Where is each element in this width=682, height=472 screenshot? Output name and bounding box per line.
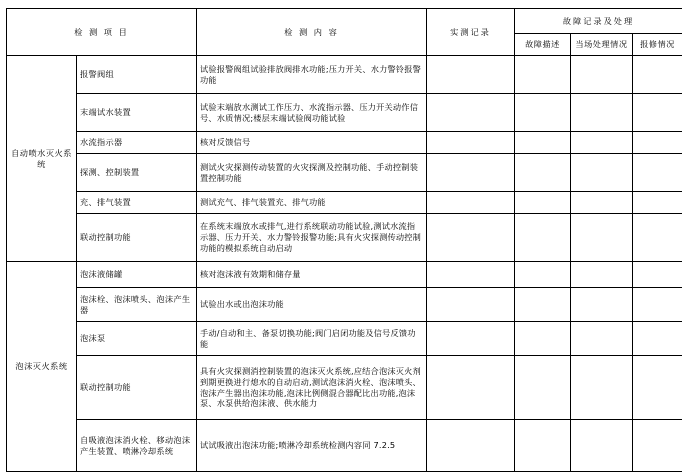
inspection-item-cell: 联动控制功能 xyxy=(77,214,197,262)
site-handling-cell[interactable] xyxy=(571,356,633,420)
inspection-content-cell: 测试充气、排气装置充、排气功能 xyxy=(197,192,427,214)
header-row-main xyxy=(7,9,682,34)
table-row xyxy=(7,214,682,262)
table-row xyxy=(7,132,682,154)
site-handling-cell[interactable] xyxy=(571,132,633,154)
measured-record-cell[interactable] xyxy=(427,356,515,420)
table-header xyxy=(7,9,682,56)
inspection-item-cell: 水流指示器 xyxy=(77,132,197,154)
table-row xyxy=(7,192,682,214)
fault-desc-cell[interactable] xyxy=(515,192,571,214)
inspection-content-cell: 核对反馈信号 xyxy=(197,132,427,154)
header-site-handling: 当场处理情况 xyxy=(571,34,633,56)
repair-status-cell[interactable] xyxy=(633,192,682,214)
fault-desc-cell[interactable] xyxy=(515,356,571,420)
inspection-item-cell: 泡沫泵 xyxy=(77,322,197,356)
header-repair-status: 报修情况 xyxy=(633,34,682,56)
site-handling-cell[interactable] xyxy=(571,214,633,262)
repair-status-cell[interactable] xyxy=(633,262,682,288)
inspection-item-cell: 探测、控制装置 xyxy=(77,154,197,192)
site-handling-cell[interactable] xyxy=(571,192,633,214)
fault-desc-cell[interactable] xyxy=(515,132,571,154)
fault-desc-cell[interactable] xyxy=(515,94,571,132)
fault-desc-cell[interactable] xyxy=(515,214,571,262)
inspection-item-cell: 泡沫液储罐 xyxy=(77,262,197,288)
measured-record-cell[interactable] xyxy=(427,262,515,288)
repair-status-cell[interactable] xyxy=(633,214,682,262)
inspection-content-cell: 测试火灾探测传动装置的火灾探测及控制功能、手动控制装置控制功能 xyxy=(197,154,427,192)
inspection-item-cell: 末端试水装置 xyxy=(77,94,197,132)
inspection-item-cell: 充、排气装置 xyxy=(77,192,197,214)
header-measured-record: 实测记录 xyxy=(427,9,515,56)
inspection-content-cell: 试验报警阀组试验排放阀排水功能;压力开关、水力警铃报警功能 xyxy=(197,56,427,94)
inspection-content-cell: 试验出水或出泡沫功能 xyxy=(197,288,427,322)
fault-desc-cell[interactable] xyxy=(515,288,571,322)
inspection-content-cell: 具有火灾探测消控制装置的泡沫灭火系统,应结合泡沫灭火剂到期更换进行熄水的自动启动,测试泡沫消火栓、泡沫喷头、泡沫产生器出泡沫功能,泡沫比例侧混合器配比出功能,泡沫泵、水泵供给泡沫液、供水能力 xyxy=(197,356,427,420)
inspection-item-cell: 泡沫栓、泡沫喷头、泡沫产生器 xyxy=(77,288,197,322)
site-handling-cell[interactable] xyxy=(571,288,633,322)
table-row xyxy=(7,56,682,94)
measured-record-cell[interactable] xyxy=(427,132,515,154)
fault-desc-cell[interactable] xyxy=(515,154,571,192)
measured-record-cell[interactable] xyxy=(427,192,515,214)
fault-desc-cell[interactable] xyxy=(515,262,571,288)
repair-status-cell[interactable] xyxy=(633,420,682,472)
header-inspection-content: 检 测 内 容 xyxy=(197,9,427,56)
repair-status-cell[interactable] xyxy=(633,154,682,192)
site-handling-cell[interactable] xyxy=(571,154,633,192)
repair-status-cell[interactable] xyxy=(633,288,682,322)
table-row xyxy=(7,420,682,472)
fault-desc-cell[interactable] xyxy=(515,322,571,356)
measured-record-cell[interactable] xyxy=(427,420,515,472)
inspection-item-cell: 报警阀组 xyxy=(77,56,197,94)
measured-record-cell[interactable] xyxy=(427,94,515,132)
inspection-content-cell: 手动/自动和主、备泵切换功能;阀门启闭功能及信号反馈功能 xyxy=(197,322,427,356)
measured-record-cell[interactable] xyxy=(427,322,515,356)
site-handling-cell[interactable] xyxy=(571,56,633,94)
table-row xyxy=(7,154,682,192)
inspection-content-cell: 试验末端放水测试工作压力、水流指示器、压力开关动作信号、水质情况;楼层末端试验阀功能试验 xyxy=(197,94,427,132)
repair-status-cell[interactable] xyxy=(633,356,682,420)
site-handling-cell[interactable] xyxy=(571,322,633,356)
table-row xyxy=(7,94,682,132)
system-name-cell: 泡沫灭火系统 xyxy=(7,262,77,472)
site-handling-cell[interactable] xyxy=(571,420,633,472)
fault-desc-cell[interactable] xyxy=(515,56,571,94)
repair-status-cell[interactable] xyxy=(633,322,682,356)
inspection-item-cell: 自吸液泡沫消火栓、移动泡沫产生装置、喷淋冷却系统 xyxy=(77,420,197,472)
header-inspection-item: 检 测 项 目 xyxy=(7,9,197,56)
measured-record-cell[interactable] xyxy=(427,214,515,262)
repair-status-cell[interactable] xyxy=(633,132,682,154)
table-row xyxy=(7,288,682,322)
inspection-content-cell: 核对泡沫液有效期和储存量 xyxy=(197,262,427,288)
repair-status-cell[interactable] xyxy=(633,94,682,132)
measured-record-cell[interactable] xyxy=(427,288,515,322)
site-handling-cell[interactable] xyxy=(571,262,633,288)
fault-desc-cell[interactable] xyxy=(515,420,571,472)
inspection-table xyxy=(6,8,682,472)
table-row xyxy=(7,262,682,288)
inspection-item-cell: 联动控制功能 xyxy=(77,356,197,420)
header-fault-group: 故障记录及处理 xyxy=(515,9,682,34)
measured-record-cell[interactable] xyxy=(427,56,515,94)
inspection-content-cell: 在系统末端放水或排气,进行系统联动功能试验,测试水流指示器、压力开关、水力警铃报警功能;具有火灾探测传动控制功能的模拟系统自动启动 xyxy=(197,214,427,262)
inspection-content-cell: 试试吸液出泡沫功能;喷淋冷却系统检测内容同 7.2.5 xyxy=(197,420,427,472)
site-handling-cell[interactable] xyxy=(571,94,633,132)
system-name-cell: 自动喷水灭火系统 xyxy=(7,56,77,262)
header-fault-desc: 故障描述 xyxy=(515,34,571,56)
repair-status-cell[interactable] xyxy=(633,56,682,94)
table-body xyxy=(7,56,682,472)
measured-record-cell[interactable] xyxy=(427,154,515,192)
table-row xyxy=(7,356,682,420)
table-row xyxy=(7,322,682,356)
